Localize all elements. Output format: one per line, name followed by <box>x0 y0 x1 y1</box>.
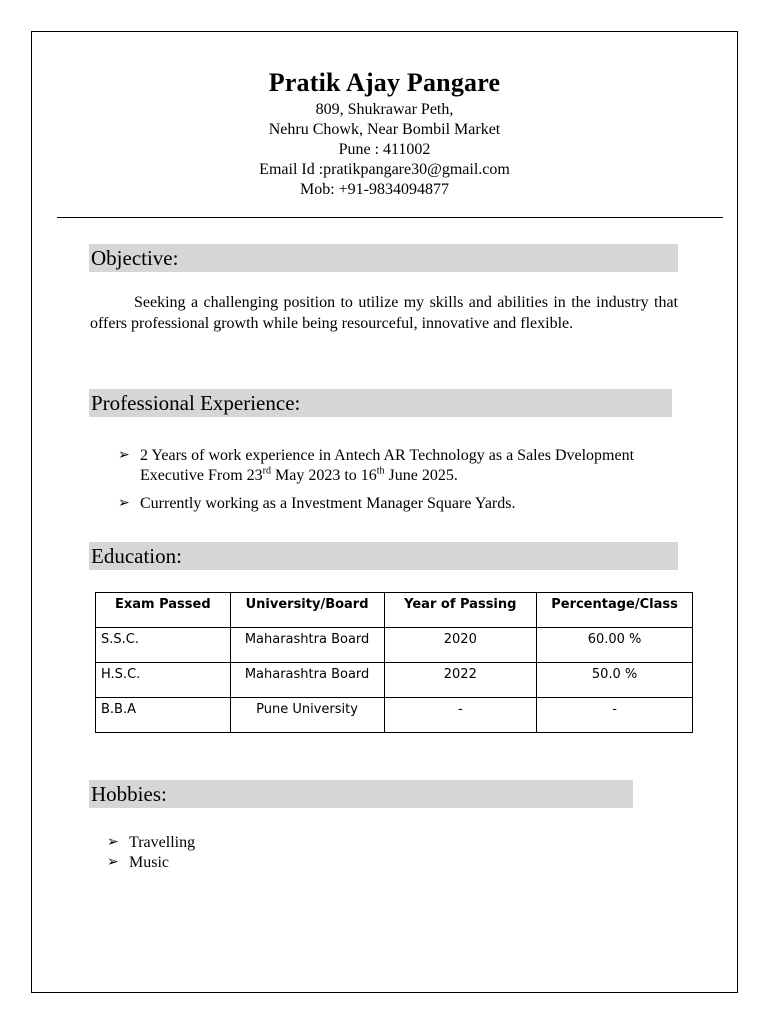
list-item <box>107 833 429 853</box>
arrowhead-bullet-icon: ➢ <box>107 855 119 870</box>
hobbies-heading: Hobbies: <box>89 780 633 808</box>
list-item <box>118 446 640 486</box>
superscript-rd: rd <box>262 465 271 477</box>
experience-list <box>118 446 640 522</box>
table-cell: H.S.C. <box>96 663 231 698</box>
superscript-th: th <box>376 465 385 477</box>
table-header-row <box>96 593 693 628</box>
objective-heading: Objective: <box>89 244 678 272</box>
email-line: Email Id :pratikpangare30@gmail.com <box>259 161 510 178</box>
resume-header <box>31 66 738 200</box>
table-cell: Pune University <box>230 698 384 733</box>
education-heading: Education: <box>89 542 678 570</box>
address-line-3: Pune : 411002 <box>338 141 431 158</box>
table-row <box>96 628 693 663</box>
hobby-item: Travelling <box>129 834 196 851</box>
list-item <box>118 494 640 514</box>
header-divider <box>57 217 723 218</box>
hobbies-list <box>107 833 429 873</box>
table-cell: Maharashtra Board <box>230 628 384 663</box>
education-table <box>95 592 693 733</box>
experience-heading: Professional Experience: <box>89 389 672 417</box>
candidate-name: Pratik Ajay Pangare <box>268 68 501 97</box>
table-row <box>96 698 693 733</box>
list-item <box>107 853 429 873</box>
address-line-2: Nehru Chowk, Near Bombil Market <box>268 121 501 138</box>
experience-text-1: 2 Years of work experience in Antech AR Technology as a Sales Dvelopment Executive From 23 <box>140 447 635 484</box>
experience-text-2: May 2023 to 16 <box>270 467 377 484</box>
objective-text <box>90 293 678 334</box>
table-cell: Maharashtra Board <box>230 663 384 698</box>
column-header: Year of Passing <box>384 593 537 628</box>
arrowhead-bullet-icon: ➢ <box>107 835 119 850</box>
table-cell: 2020 <box>384 628 537 663</box>
table-cell: B.B.A <box>96 698 231 733</box>
column-header: Exam Passed <box>96 593 231 628</box>
table-cell: 60.00 % <box>537 628 693 663</box>
experience-text-3: June 2025. <box>384 467 458 484</box>
table-cell: 2022 <box>384 663 537 698</box>
objective-body: Seeking a challenging position to utilize my skills and abilities in the industry that offers professional growth while being resourceful, innovative and flexible. <box>90 294 678 332</box>
table-cell: S.S.C. <box>96 628 231 663</box>
experience-text-4: Currently working as a Investment Manager Square Yards. <box>140 495 516 512</box>
table-cell: 50.0 % <box>537 663 693 698</box>
hobby-item: Music <box>129 854 169 871</box>
table-row <box>96 663 693 698</box>
arrowhead-bullet-icon: ➢ <box>118 496 130 511</box>
mobile-line: Mob: +91-9834094877 <box>299 181 450 198</box>
arrowhead-bullet-icon: ➢ <box>118 448 130 463</box>
address-line-1: 809, Shukrawar Peth, <box>315 101 454 118</box>
column-header: Percentage/Class <box>537 593 693 628</box>
table-cell: - <box>537 698 693 733</box>
column-header: University/Board <box>230 593 384 628</box>
table-cell: - <box>384 698 537 733</box>
